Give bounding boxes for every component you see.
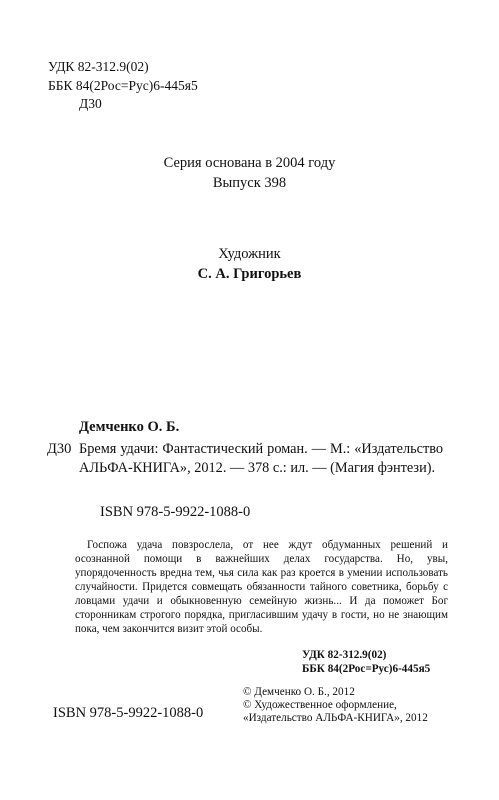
udk-code: УДК 82-312.9(02) <box>48 59 149 74</box>
footer-bbk: ББК 84(2Рос=Рус)6-445я5 <box>302 663 431 675</box>
copyright-design: © Художественное оформление, <box>243 699 397 711</box>
series-issue: Выпуск 398 <box>212 175 287 191</box>
copyright-author: © Демченко О. Б., 2012 <box>243 686 355 698</box>
book-description: Бремя удачи: Фантастический роман. — М.: «Издательство АЛЬФА-КНИГА», 2012. — 378 с.: ил. — (Магия фэнтези). <box>79 441 443 476</box>
copyright-publisher: «Издательство АЛЬФА-КНИГА», 2012 <box>243 712 428 724</box>
isbn-bottom: ISBN 978-5-9922-1088-0 <box>53 705 204 721</box>
artist-label: Художник <box>218 246 281 262</box>
series-founded: Серия основана в 2004 году <box>163 155 336 171</box>
bbk-code: ББК 84(2Рос=Рус)6-445я5 <box>48 78 198 93</box>
author-mark: Д30 <box>79 96 102 111</box>
book-author: Демченко О. Б. <box>79 419 180 435</box>
book-isbn: ISBN 978-5-9922-1088-0 <box>100 504 251 520</box>
footer-udk: УДК 82-312.9(02) <box>302 649 387 661</box>
book-annotation: Госпожа удача повзрослела, от нее ждут обдуманных решений и осознанной помощи в важнейших делах государства. Но, увы, упорядоченность вредна тем, чья сила как раз кроется в умении использовать случайности. Придется совмещать обязанности тайного советника, борьбу с ловцами удачи и обыкновенную семейную жизнь... И да поможет Бог сторонникам строгого порядка, пригласившим удачу в гости, но не знающим пока, чем закончится визит этой особы. <box>75 539 448 635</box>
artist-name: С. А. Григорьев <box>197 266 302 282</box>
book-mark: Д30 <box>47 441 72 457</box>
